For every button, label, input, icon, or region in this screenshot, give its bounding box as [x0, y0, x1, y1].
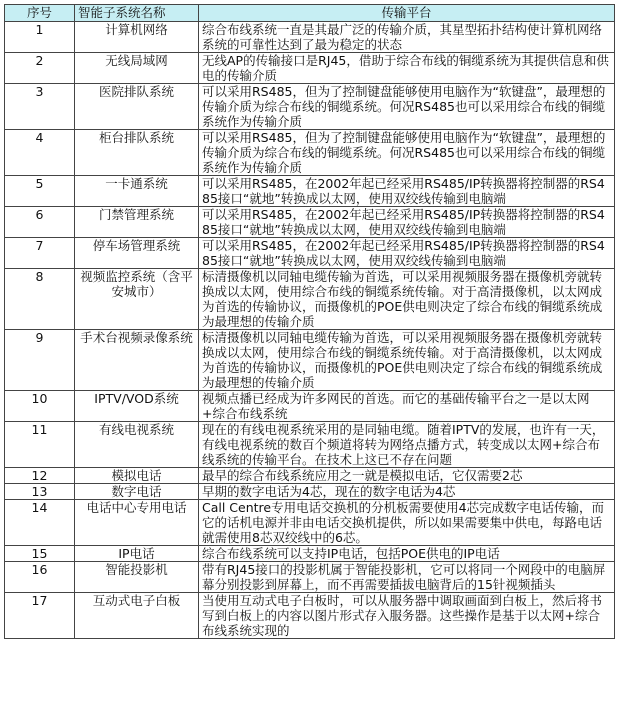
- row-transport-platform: 视频点播已经成为许多网民的首选。而它的基础传输平台之一是以太网+综合布线系统: [199, 391, 615, 422]
- row-transport-platform: 可以采用RS485，在2002年起已经采用RS485/IP转换器将控制器的RS485接口“就地”转换成以太网，使用双绞线传输到电脑端: [199, 207, 615, 238]
- row-transport-platform: 可以采用RS485，但为了控制键盘能够使用电脑作为“软键盘”，最理想的传输介质为综合布线的铜缆系统。何况RS485也可以采用综合布线的铜缆系统作为传输介质: [199, 130, 615, 176]
- row-transport-platform: 现在的有线电视系统采用的是同轴电缆。随着IPTV的发展，也许有一天，有线电视系统的数百个频道将转为网络点播方式，转变成以太网+综合布线系统的传输平台。在技术上这已不存在问题: [199, 422, 615, 468]
- table-row: [5, 391, 615, 422]
- table-row: [5, 546, 615, 562]
- table-row: [5, 84, 615, 130]
- table-row: [5, 500, 615, 546]
- table-row: [5, 176, 615, 207]
- row-subsystem-name: 电话中心专用电话: [75, 500, 199, 546]
- row-transport-platform: 可以采用RS485，在2002年起已经采用RS485/IP转换器将控制器的RS485接口“就地”转换成以太网，使用双绞线传输到电脑端: [199, 238, 615, 269]
- table-row: [5, 422, 615, 468]
- row-transport-platform: 综合布线系统可以支持IP电话，包括POE供电的IP电话: [199, 546, 615, 562]
- row-subsystem-name: 视频监控系统（含平安城市）: [75, 269, 199, 330]
- row-subsystem-name: 计算机网络: [75, 22, 199, 53]
- row-subsystem-name: 模拟电话: [75, 468, 199, 484]
- row-subsystem-name: IP电话: [75, 546, 199, 562]
- row-transport-platform: Call Centre专用电话交换机的分机板需要使用4芯完成数字电话传输，而它的话机电源并非由电话交换机提供，所以如果需要集中供电，每路电话就需使用8芯双绞线中的6芯。: [199, 500, 615, 546]
- row-serial: 4: [5, 130, 75, 176]
- row-subsystem-name: 一卡通系统: [75, 176, 199, 207]
- header-subsystem-name: 智能子系统名称: [75, 5, 199, 22]
- row-serial: 11: [5, 422, 75, 468]
- table-row: [5, 53, 615, 84]
- row-subsystem-name: 柜台排队系统: [75, 130, 199, 176]
- row-serial: 1: [5, 22, 75, 53]
- row-transport-platform: 无线AP的传输接口是RJ45，借助于综合布线的铜缆系统为其提供信息和供电的传输介质: [199, 53, 615, 84]
- row-transport-platform: 标清摄像机以同轴电缆传输为首选，可以采用视频服务器在摄像机旁就转换成以太网，使用综合布线的铜缆系统传输。对于高清摄像机，以太网成为首选的传输协议，而摄像机的POE供电则决定了综合布线的铜缆系统成为最理想的传输介质: [199, 269, 615, 330]
- row-subsystem-name: 互动式电子白板: [75, 593, 199, 639]
- table-row: [5, 330, 615, 391]
- row-subsystem-name: 无线局域网: [75, 53, 199, 84]
- header-serial: 序号: [5, 5, 75, 22]
- row-serial: 16: [5, 562, 75, 593]
- row-serial: 13: [5, 484, 75, 500]
- row-serial: 7: [5, 238, 75, 269]
- table-row: [5, 562, 615, 593]
- row-transport-platform: 标清摄像机以同轴电缆传输为首选，可以采用视频服务器在摄像机旁就转换成以太网，使用综合布线的铜缆系统传输。对于高清摄像机，以太网成为首选的传输协议，而摄像机的POE供电则决定了综合布线的铜缆系统成为最理想的传输介质: [199, 330, 615, 391]
- row-serial: 5: [5, 176, 75, 207]
- row-transport-platform: 综合布线系统一直是其最广泛的传输介质，其星型拓扑结构使计算机网络系统的可靠性达到了最为稳定的状态: [199, 22, 615, 53]
- row-subsystem-name: 门禁管理系统: [75, 207, 199, 238]
- table-row: [5, 468, 615, 484]
- row-subsystem-name: 手术台视频录像系统: [75, 330, 199, 391]
- row-transport-platform: 带有RJ45接口的投影机属于智能投影机，它可以将同一个网段中的电脑屏幕分别投影到屏幕上，而不再需要插拔电脑背后的15针视频插头: [199, 562, 615, 593]
- row-subsystem-name: 数字电话: [75, 484, 199, 500]
- row-serial: 14: [5, 500, 75, 546]
- row-transport-platform: 可以采用RS485，在2002年起已经采用RS485/IP转换器将控制器的RS485接口“就地”转换成以太网，使用双绞线传输到电脑端: [199, 176, 615, 207]
- table-row: [5, 130, 615, 176]
- row-serial: 15: [5, 546, 75, 562]
- row-serial: 8: [5, 269, 75, 330]
- row-serial: 6: [5, 207, 75, 238]
- table-header-row: [5, 5, 615, 22]
- row-transport-platform: 当使用互动式电子白板时，可以从服务器中调取画面到白板上，然后将书写到白板上的内容以图片形式存入服务器。这些操作是基于以太网+综合布线系统实现的: [199, 593, 615, 639]
- row-subsystem-name: 停车场管理系统: [75, 238, 199, 269]
- table-row: [5, 207, 615, 238]
- table-row: [5, 269, 615, 330]
- row-serial: 9: [5, 330, 75, 391]
- table-row: [5, 238, 615, 269]
- table-row: [5, 484, 615, 500]
- row-serial: 17: [5, 593, 75, 639]
- subsystem-table: [4, 4, 615, 639]
- row-subsystem-name: 医院排队系统: [75, 84, 199, 130]
- table-row: [5, 22, 615, 53]
- row-subsystem-name: 有线电视系统: [75, 422, 199, 468]
- header-transport-platform: 传输平台: [199, 5, 615, 22]
- row-serial: 2: [5, 53, 75, 84]
- row-transport-platform: 可以采用RS485，但为了控制键盘能够使用电脑作为“软键盘”，最理想的传输介质为综合布线的铜缆系统。何况RS485也可以采用综合布线的铜缆系统作为传输介质: [199, 84, 615, 130]
- row-serial: 12: [5, 468, 75, 484]
- row-transport-platform: 早期的数字电话为4芯，现在的数字电话为4芯: [199, 484, 615, 500]
- table-row: [5, 593, 615, 639]
- row-subsystem-name: IPTV/VOD系统: [75, 391, 199, 422]
- row-subsystem-name: 智能投影机: [75, 562, 199, 593]
- row-serial: 3: [5, 84, 75, 130]
- row-serial: 10: [5, 391, 75, 422]
- row-transport-platform: 最早的综合布线系统应用之一就是模拟电话，它仅需要2芯: [199, 468, 615, 484]
